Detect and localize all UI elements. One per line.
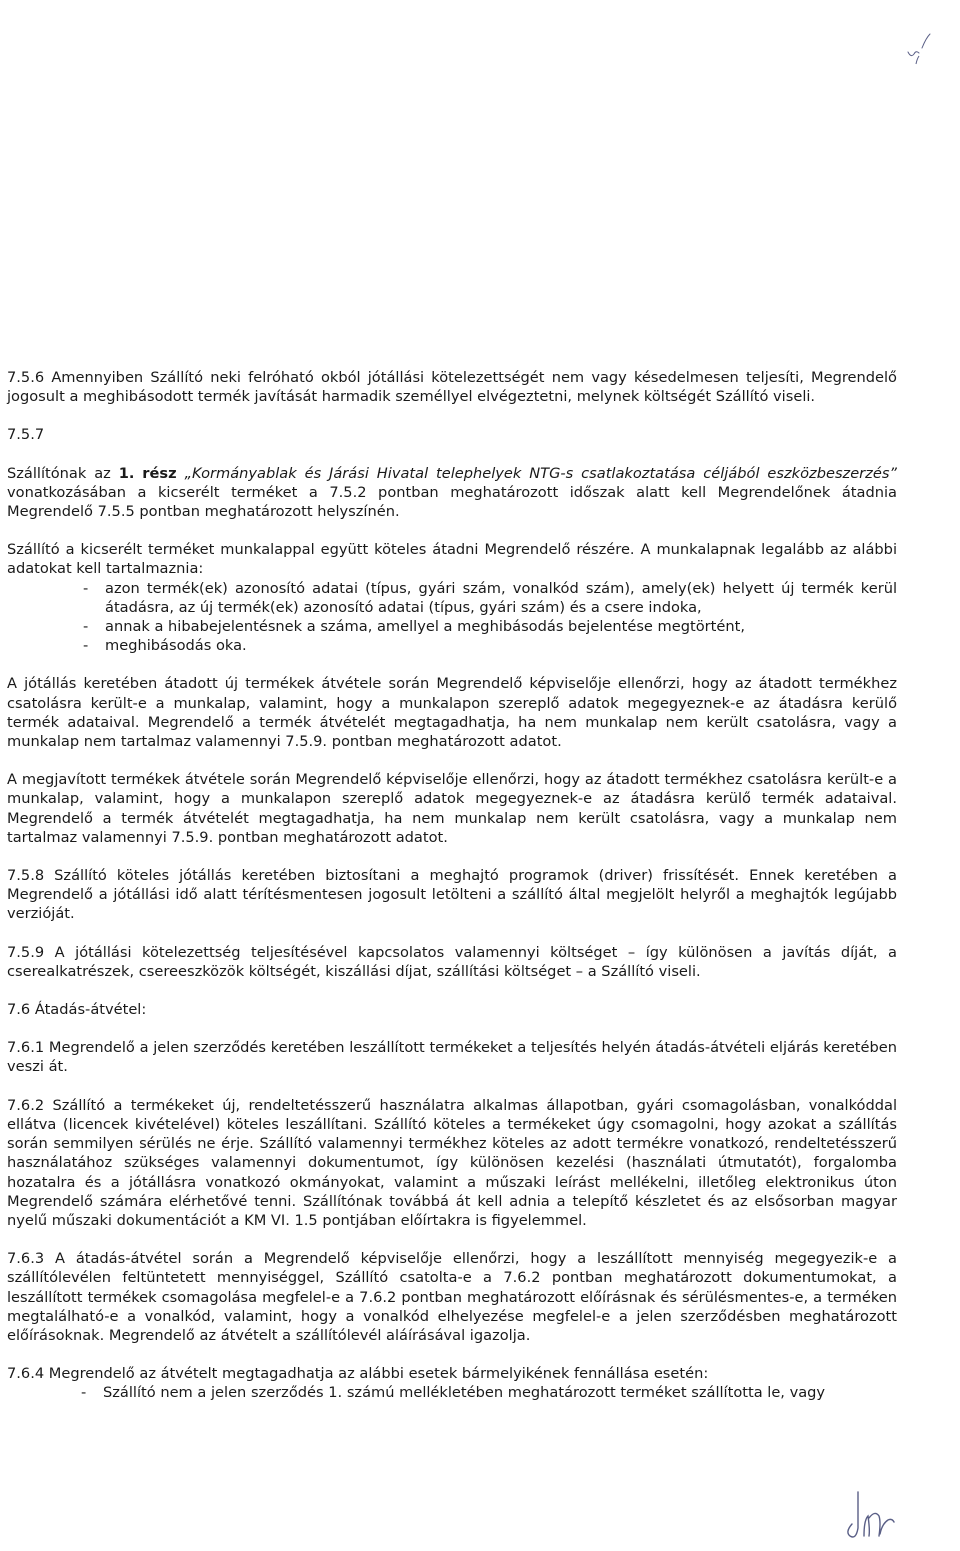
list-item: - annak a hibabejelentésnek a száma, amellyel a meghibásodás bejelentése megtörtént, [105,617,897,636]
document-body [7,368,897,1403]
section-7-5-6: 7.5.6 Amennyiben Szállító neki felróható okból jótállási kötelezettségét nem vagy késedelmesen teljesíti, Megrendelő jogosult a meghibásodott termék javítását harmadik személlyel elvégeztetni, melynek költségét Szállító viseli. [7,369,897,406]
list-item: - azon termék(ek) azonosító adatai (típus, gyári szám, vonalkód szám), amely(ek) helyett új termék kerül átadásra, az új termék(ek) azonosító adatai (típus, gyári szám) és a csere indoka, [105,579,897,617]
repaired-products-paragraph: A megjavított termékek átvétele során Megrendelő képviselője ellenőrzi, hogy az átadott termékhez csatolásra került-e a munkalap, valamint, hogy a munkalapon szereplő adatok megegyeznek-e az átadásra kerülő termék adataival. Megrendelő a termék átvételét megtagadhatja, ha nem munkalap nem került csatolásra, vagy a munkalap nem tartalmaz valamennyi 7.5.9. pontban meghatározott adatot. [7,771,897,846]
section-7-6-1: 7.6.1 Megrendelő a jelen szerződés keretében leszállított termékeket a teljesítés helyén átadás-átvételi eljárás keretében veszi át. [7,1039,897,1076]
refusal-list [7,1383,897,1402]
munkalap-intro: Szállító a kicserélt terméket munkalappal együtt köteles átadni Megrendelő részére. A munkalapnak legalább az alábbi adatokat kell tartalmaznia: [7,541,897,578]
corner-initials-mark [898,30,948,70]
handwritten-initials-signature [838,1478,908,1548]
section-7-5-8: 7.5.8 Szállító köteles jótállás keretében biztosítani a meghajtó programok (driver) frissítését. Ennek keretében a Megrendelő a jótállási idő alatt térítésmentesen jogosult letölteni a szállító által megjelölt helyről a meghajtók legújabb verzióját. [7,867,897,923]
section-7-5-9: 7.5.9 A jótállási kötelezettség teljesítésével kapcsolatos valamennyi költséget – így különösen a javítás díját, a cserealkatrészek, csereeszközök költségét, kiszállási díjat, szállítási költséget – a Szállító viseli. [7,943,897,980]
section-7-6-3: 7.6.3 A átadás-átvétel során a Megrendelő képviselője ellenőrzi, hogy a leszállított mennyiség megegyezik-e a szállítólevélen feltüntetett mennyiséggel, Szállító csatolta-e a 7.6.2 pontban meghatározott dokumentumokat, a leszállított termékek csomagolása megfelel-e a 7.6.2 pontban meghatározott előírásnak és sérülésmentes-e, a terméken megtalálható-e a vonalkód, valamint, hogy a vonalkód elhelyezése megfelel-e a jelen szerződésben meghatározott előírásoknak. Megrendelő az átvételt a szállítólevél aláírásával igazolja. [7,1250,897,1344]
section-7-6-4: 7.6.4 Megrendelő az átvételt megtagadhatja az alábbi esetek bármelyikének fennállása esetén: [7,1365,709,1383]
new-products-paragraph: A jótállás keretében átadott új termékek átvétele során Megrendelő képviselője ellenőrzi, hogy az átadott termékhez csatolásra került-e a munkalap, valamint, hogy a munkalapon szereplő adatok megegyeznek-e az átadásra kerülő termék adataival. Megrendelő a termék átvételét megtagadhatja, ha nem munkalap nem került csatolásra, vagy a munkalap nem tartalmaz valamennyi 7.5.9. pontban meghatározott adatot. [7,675,897,751]
list-item: - Szállító nem a jelen szerződés 1. számú mellékletében meghatározott terméket szállította le, vagy [103,1383,897,1402]
section-7-5-7-text: Szállítónak az 1. rész „Kormányablak és Járási Hivatal telephelyek NTG-s csatlakoztatása céljából eszközbeszerzés” vonatkozásában a kicserélt terméket a 7.5.2 pontban meghatározott időszak alatt kell Megrendelőnek átadnia Megrendelő 7.5.5 pontban meghatározott helyszínén. [7,464,897,521]
section-7-6-heading: 7.6 Átadás-átvétel: [7,1001,147,1019]
list-item: - meghibásodás oka. [105,636,897,655]
section-7-5-7-heading: 7.5.7 [7,426,45,444]
section-7-6-2: 7.6.2 Szállító a termékeket új, rendeltetésszerű használatra alkalmas állapotban, gyári csomagolásban, vonalkóddal ellátva (licencek kivételével) köteles leszállítani. Szállító köteles a termékeket úgy csomagolni, hogy azokat a szállítás során semmilyen sérülés ne érje. Szállító valamennyi termékhez köteles az adott termékre vonatkozó, rendeltetésszerű használatához szükséges valamennyi dokumentumot, így különösen kezelési (használati útmutatót), forgalomba hozatalra és a jótállásra vonatkozó okmányokat, valamint a műszaki leírást mellékelni, illetőleg elektronikus úton Megrendelő számára elérhetővé tenni. Szállítónak továbbá át kell adnia a telepítő készletet és az elsősorban magyar nyelű műszaki dokumentációt a KM VI. 1.5 pontjában előírtakra is figyelemmel. [7,1096,897,1229]
munkalap-list [7,579,897,656]
